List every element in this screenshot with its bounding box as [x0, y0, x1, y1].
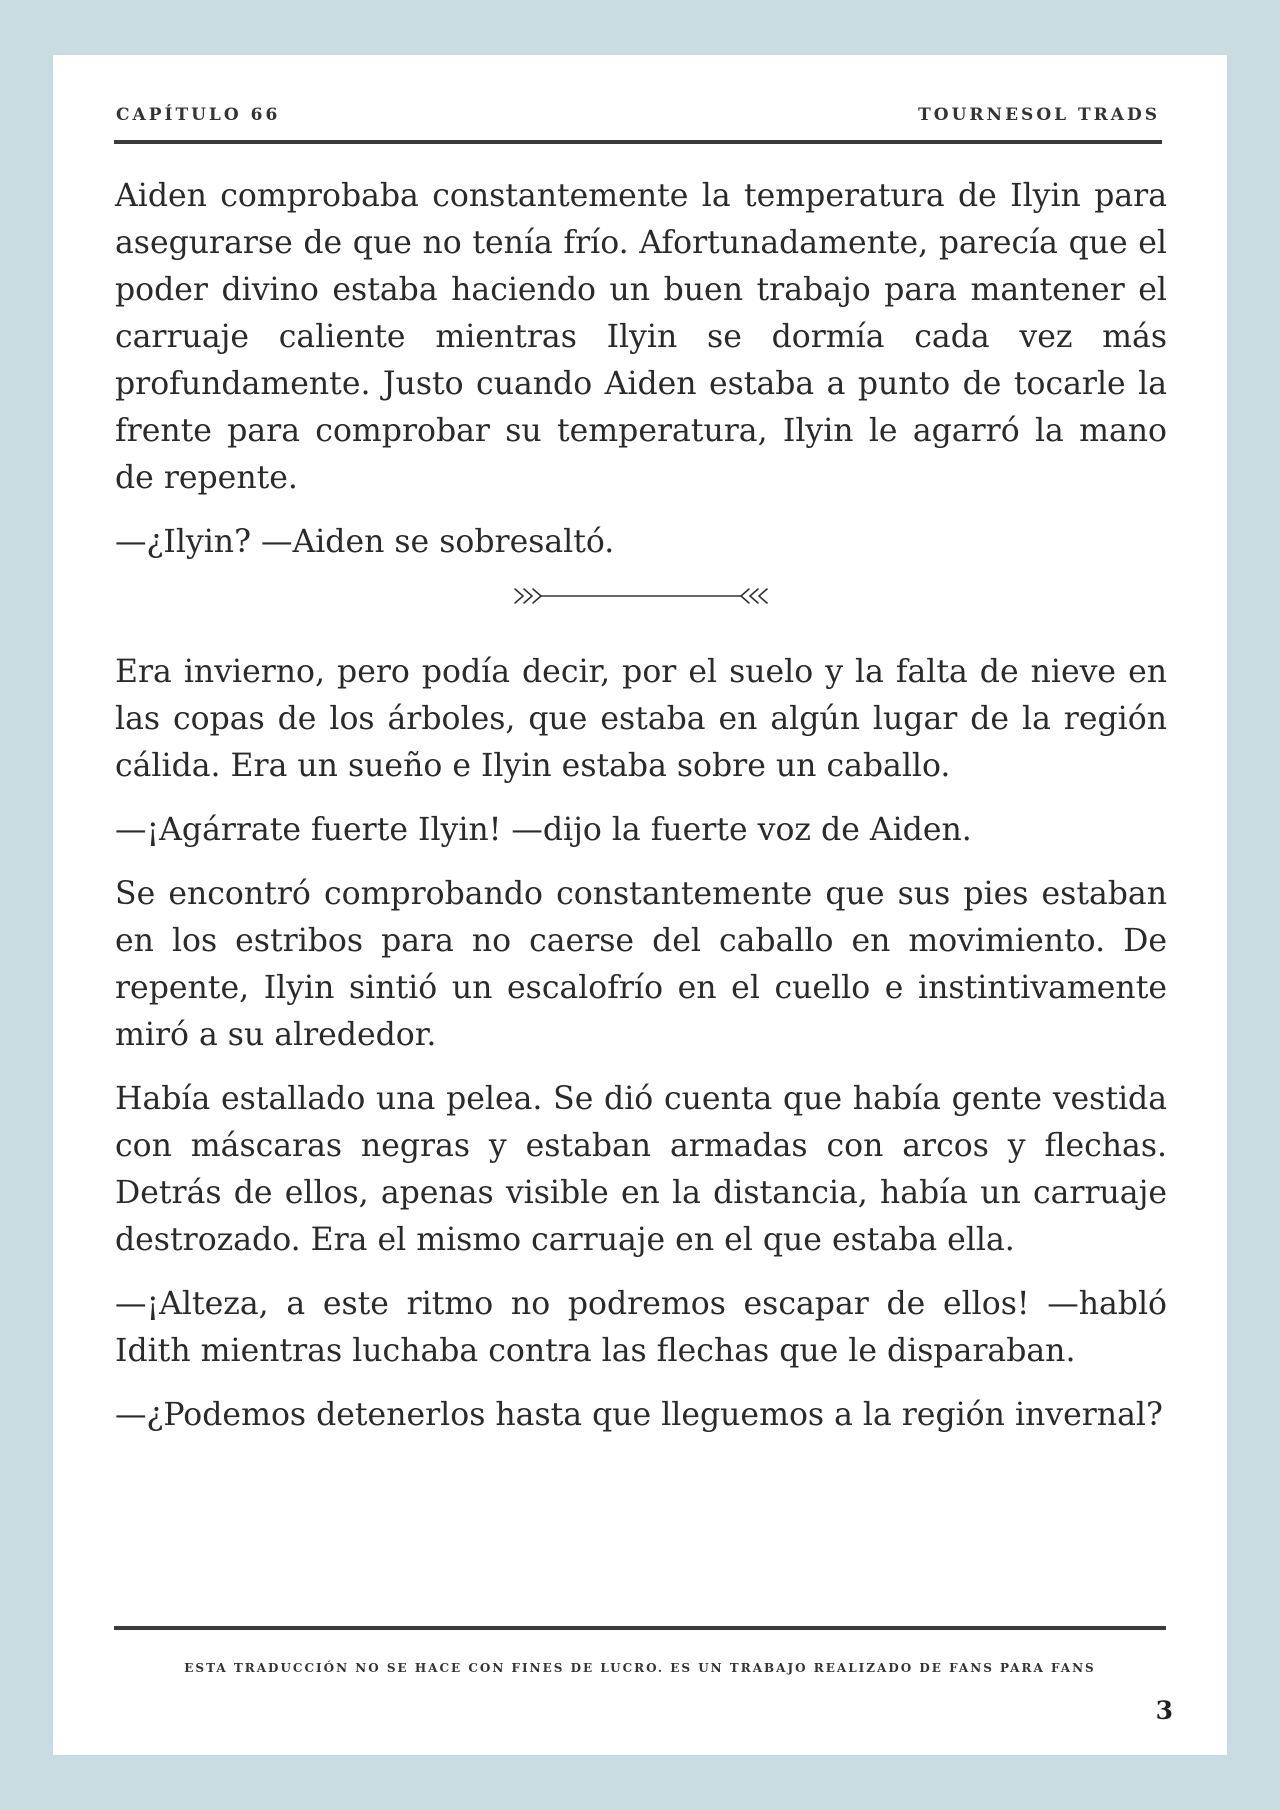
- paragraph: —¡Alteza, a este ritmo no podremos escapar de ellos! —habló Idith mientras luchaba contra las flechas que le disparaban.: [115, 1286, 1167, 1369]
- page-header: [116, 105, 1160, 145]
- section-divider: [115, 583, 1167, 609]
- page-number: 3: [1155, 1696, 1173, 1725]
- header-divider: [114, 140, 1162, 144]
- document-page: [53, 55, 1227, 1755]
- translation-group-name: TOURNESOL TRADS: [918, 105, 1160, 125]
- paragraph: Había estallado una pelea. Se dió cuenta que había gente vestida con máscaras negras y estaban armadas con arcos y flechas. Detrás de ellos, apenas visible en la distancia, había un carruaje destrozado. Era el mismo carruaje en el que estaba ella.: [115, 1081, 1167, 1258]
- paragraph: —¿Podemos detenerlos hasta que lleguemos a la región invernal?: [115, 1397, 1163, 1433]
- footer-disclaimer: ESTA TRADUCCIÓN NO SE HACE CON FINES DE LUCRO. ES UN TRABAJO REALIZADO DE FANS PARA FANS: [184, 1661, 1096, 1675]
- chapter-body: [115, 173, 1167, 1456]
- paragraph: —¿Ilyin? —Aiden se sobresaltó.: [115, 524, 615, 560]
- paragraph: Se encontró comprobando constantemente que sus pies estaban en los estribos para no caerse del caballo en movimiento. De repente, Ilyin sintió un escalofrío en el cuello e instintivamente miró a su alrededor.: [115, 876, 1167, 1053]
- paragraph: Era invierno, pero podía decir, por el suelo y la falta de nieve en las copas de los árboles, que estaba en algún lugar de la región cálida. Era un sueño e Ilyin estaba sobre un caballo.: [115, 654, 1167, 784]
- footer-divider: [114, 1626, 1166, 1630]
- chapter-title: CAPÍTULO 66: [116, 105, 281, 125]
- paragraph: —¡Agárrate fuerte Ilyin! —dijo la fuerte voz de Aiden.: [115, 812, 972, 848]
- arrow-divider-icon: [491, 583, 791, 609]
- paragraph: Aiden comprobaba constantemente la temperatura de Ilyin para asegurarse de que no tenía frío. Afortunadamente, parecía que el poder divino estaba haciendo un buen trabajo para mantener el carruaje caliente mientras Ilyin se dormía cada vez más profundamente. Justo cuando Aiden estaba a punto de tocarle la frente para comprobar su temperatura, Ilyin le agarró la mano de repente.: [115, 178, 1167, 496]
